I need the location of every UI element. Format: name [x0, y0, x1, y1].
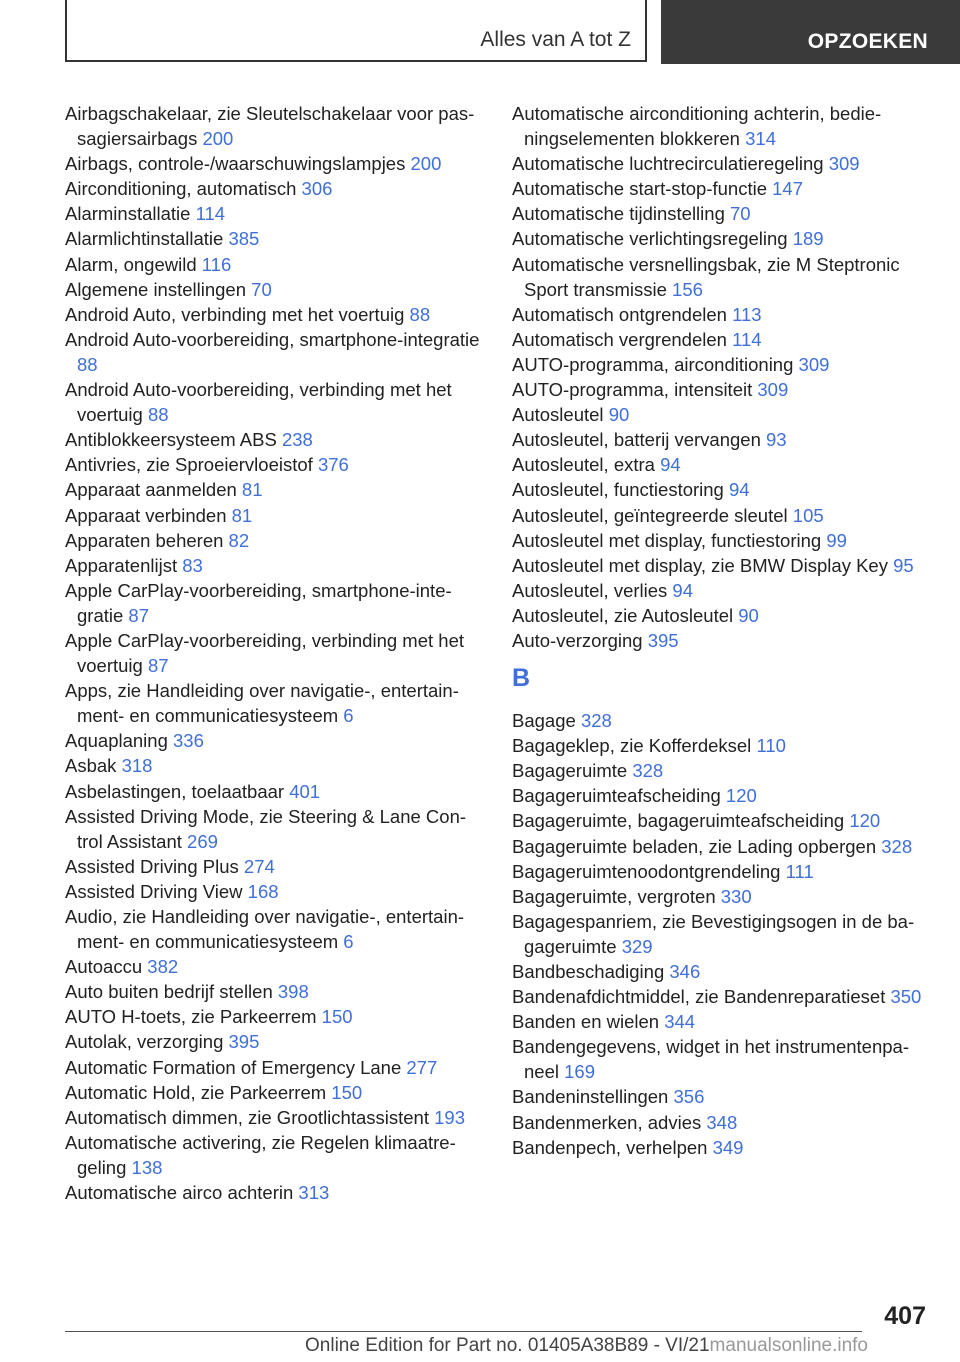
- index-entry: [65, 1080, 485, 1105]
- index-entry-text: Autosleutel, geïntegreerde sleutel: [512, 504, 788, 526]
- index-entry: [512, 758, 932, 783]
- section-title-box: [65, 0, 647, 62]
- page-link[interactable]: 114: [732, 328, 762, 350]
- page-link[interactable]: 309: [757, 379, 789, 401]
- index-entry-text: Autosleutel, batterij vervangen: [512, 429, 761, 451]
- index-entry-text: Automatic Formation of Emergency Lane: [65, 1056, 402, 1078]
- index-entry: [512, 176, 932, 201]
- index-entry-text: Bandenpech, verhelpen: [512, 1136, 708, 1158]
- index-entry: [512, 783, 932, 808]
- index-entry: [65, 1130, 485, 1180]
- page-link[interactable]: 313: [298, 1182, 330, 1204]
- index-entry: [512, 1084, 932, 1109]
- index-entry: [512, 477, 932, 502]
- page-link[interactable]: 401: [289, 780, 321, 802]
- index-entry: [512, 708, 932, 733]
- page-link[interactable]: 350: [890, 986, 922, 1008]
- index-entry-text: Automatische tijdinstelling: [512, 203, 725, 225]
- index-entry: [512, 834, 932, 859]
- index-entry-text: Android Auto-voorbereiding, verbinding met het voertuig: [65, 379, 452, 426]
- index-group-b: [512, 708, 932, 1160]
- index-entry-text: Bagageruimte beladen, zie Lading opbergen: [512, 835, 877, 857]
- page-link[interactable]: 398: [277, 981, 309, 1003]
- index-entry: [65, 979, 485, 1004]
- index-entry-text: Autolak, verzorging: [65, 1031, 224, 1053]
- index-entry-text: Airbags, controle-/waarschuwingslampjes: [65, 153, 406, 175]
- page-link[interactable]: 193: [434, 1106, 465, 1128]
- index-entry: [512, 201, 932, 226]
- page-link[interactable]: 111: [785, 860, 814, 882]
- index-entry: [65, 1180, 485, 1205]
- index-entry-text: Asbelastingen, toelaatbaar: [65, 780, 285, 802]
- page-number: 407: [884, 1302, 926, 1330]
- index-entry: [512, 101, 932, 151]
- page-link[interactable]: 90: [738, 604, 759, 626]
- index-entry: [65, 226, 485, 251]
- index-entry-text: Automatisch vergrendelen: [512, 328, 727, 350]
- index-entry: [512, 503, 932, 528]
- index-entry-text: Apparatenlijst: [65, 554, 178, 576]
- page-link[interactable]: 277: [406, 1056, 438, 1078]
- index-entry: [65, 678, 485, 728]
- page-link[interactable]: 87: [128, 604, 149, 626]
- page-link[interactable]: 382: [147, 956, 179, 978]
- index-entry-text: Algemene instellingen: [65, 278, 247, 300]
- index-entry: [65, 904, 485, 954]
- page-link[interactable]: 169: [564, 1061, 595, 1083]
- index-entry-text: Bagage: [512, 710, 576, 732]
- index-entry-text: Bandbeschadiging: [512, 961, 665, 982]
- index-entry-text: Android Auto, verbinding met het voertuig: [65, 303, 405, 325]
- page-link[interactable]: 200: [202, 128, 234, 150]
- page-link[interactable]: 6: [343, 705, 354, 727]
- index-entry-text: Autosleutel, extra: [512, 454, 655, 476]
- index-entry: [65, 452, 485, 477]
- page-link[interactable]: 274: [243, 855, 275, 877]
- index-entry-text: Bandenafdichtmiddel, zie Bandenreparatieset: [512, 986, 886, 1008]
- index-entry-text: Alarm, ongewild: [65, 253, 197, 275]
- page-link[interactable]: 87: [147, 655, 169, 677]
- index-entry-text: Antivries, zie Sproeiervloeistof: [65, 454, 313, 476]
- index-entry: [65, 327, 485, 377]
- index-entry-text: Automatisch dimmen, zie Grootlichtassistent: [65, 1106, 429, 1128]
- page-link[interactable]: 309: [798, 353, 830, 375]
- index-entry-text: Automatic Hold, zie Parkeerrem: [65, 1081, 327, 1103]
- page-link[interactable]: 314: [745, 128, 776, 150]
- index-entry: [512, 628, 932, 653]
- page-link[interactable]: 94: [729, 479, 750, 501]
- opzoeken-tab-label: OPZOEKEN: [807, 30, 928, 53]
- page-link[interactable]: 81: [241, 479, 263, 501]
- index-entry: [512, 808, 932, 833]
- index-entry: [65, 753, 485, 778]
- page-link[interactable]: 328: [580, 710, 612, 732]
- watermark-text: manualsonline.info: [709, 1335, 868, 1356]
- index-entry: [65, 628, 485, 678]
- index-entry-text: Assisted Driving Mode, zie Steering & Lane Control Assistant: [65, 805, 467, 852]
- page-link[interactable]: 269: [187, 830, 218, 852]
- index-entry: [512, 377, 932, 402]
- index-entry-text: Asbak: [65, 755, 117, 777]
- index-entry: [512, 352, 932, 377]
- index-entry: [65, 954, 485, 979]
- index-entry: [65, 302, 485, 327]
- index-entry: [512, 151, 932, 176]
- page-link[interactable]: 328: [881, 835, 913, 857]
- index-entry-text: Autosleutel met display, functiestoring: [512, 529, 822, 551]
- index-entry-text: Auto buiten bedrijf stellen: [65, 981, 273, 1003]
- index-entry: [65, 804, 485, 854]
- index-entry: [65, 151, 485, 176]
- section-letter-b: B: [512, 664, 531, 693]
- page-link[interactable]: 349: [712, 1136, 744, 1158]
- index-entry: [512, 302, 932, 327]
- index-entry: [512, 427, 932, 452]
- index-entry: [512, 327, 932, 352]
- edition-text: Online Edition for Part no. 01405A38B89 - VI/21: [305, 1335, 710, 1356]
- index-entry: [512, 959, 932, 984]
- opzoeken-tab[interactable]: [661, 0, 960, 64]
- page-link[interactable]: 99: [826, 529, 847, 551]
- page-link[interactable]: 395: [647, 629, 679, 651]
- index-entry: [65, 728, 485, 753]
- page-link[interactable]: 138: [131, 1156, 163, 1178]
- page-link[interactable]: 344: [664, 1011, 696, 1033]
- index-entry: [65, 277, 485, 302]
- index-entry: [512, 578, 932, 603]
- index-entry-text: Automatische verlichtingsregeling: [512, 228, 788, 250]
- index-entry: [65, 854, 485, 879]
- index-entry-text: Assisted Driving Plus: [65, 855, 239, 877]
- page-link[interactable]: 385: [228, 228, 260, 250]
- page-link[interactable]: 336: [173, 730, 204, 752]
- index-entry-text: Alarminstallatie: [65, 203, 191, 225]
- page-link[interactable]: 93: [766, 429, 787, 451]
- index-entry-text: Banden en wielen: [512, 1011, 660, 1033]
- index-entry-text: Autoaccu: [65, 956, 143, 978]
- page-link[interactable]: 356: [673, 1086, 705, 1108]
- page-link[interactable]: 346: [669, 961, 701, 982]
- index-entry: [65, 1105, 485, 1130]
- page-link[interactable]: 88: [147, 404, 169, 426]
- index-entry-text: Antiblokkeersysteem ABS: [65, 429, 277, 451]
- index-entry-text: Airbagschakelaar, zie Sleutelschakelaar voor passagiersairbags: [65, 103, 475, 150]
- index-entry-text: Autosleutel: [512, 404, 604, 426]
- page-link[interactable]: 114: [195, 203, 226, 225]
- index-entry-text: Bandengegevens, widget in het instrumentenpaneel: [512, 1036, 910, 1083]
- page-link[interactable]: 88: [409, 303, 431, 325]
- index-entry-text: Aquaplaning: [65, 730, 168, 752]
- page-link[interactable]: 105: [792, 504, 824, 526]
- page-link[interactable]: 200: [410, 153, 442, 175]
- page-link[interactable]: 113: [732, 303, 762, 325]
- index-entry-text: Apparaat aanmelden: [65, 479, 237, 501]
- index-entry: [65, 1029, 485, 1054]
- index-entry: [512, 226, 932, 251]
- index-entry: [512, 1135, 932, 1160]
- index-entry: [512, 733, 932, 758]
- index-entry: [512, 252, 932, 302]
- page-link[interactable]: 70: [730, 203, 751, 225]
- index-entry: [65, 553, 485, 578]
- index-entry: [65, 201, 485, 226]
- index-entry: [512, 984, 932, 1009]
- page-link[interactable]: 120: [849, 810, 881, 832]
- index-entry: [512, 1034, 932, 1084]
- index-entry: [65, 1004, 485, 1029]
- index-column-left: [65, 101, 485, 1205]
- page-link[interactable]: 395: [228, 1031, 260, 1053]
- footer-divider: [65, 1331, 862, 1332]
- page-link[interactable]: 6: [343, 931, 354, 953]
- index-entry: [65, 1055, 485, 1080]
- index-entry-text: Automatische versnellingsbak, zie M Steptronic Sport transmissie: [512, 253, 900, 300]
- index-entry: [65, 252, 485, 277]
- page-link[interactable]: 147: [772, 178, 804, 200]
- index-entry-text: AUTO H-toets, zie Parkeerrem: [65, 1006, 317, 1028]
- index-entry-text: Bagageruimte, bagageruimteafscheiding: [512, 810, 845, 832]
- page-link[interactable]: 110: [756, 735, 786, 757]
- page-link[interactable]: 70: [251, 278, 272, 300]
- index-entry: [512, 603, 932, 628]
- page-link[interactable]: 94: [660, 454, 681, 476]
- index-entry-text: Bagagespanriem, zie Bevestigingsogen in de bagageruimte: [512, 910, 915, 957]
- page-link[interactable]: 238: [281, 429, 313, 451]
- index-entry: [65, 377, 485, 427]
- index-entry: [512, 859, 932, 884]
- index-entry-text: AUTO-programma, intensiteit: [512, 379, 753, 401]
- index-entry-text: Apple CarPlay-voorbereiding, verbinding met het voertuig: [65, 629, 464, 677]
- page-link[interactable]: 168: [247, 880, 279, 902]
- index-entry-text: Automatische airco achterin: [65, 1182, 294, 1204]
- index-entry-text: Audio, zie Handleiding over navigatie-, entertainment- en communicatiesysteem: [65, 906, 465, 953]
- index-entry-text: Auto-verzorging: [512, 629, 643, 651]
- index-entry-text: Apparaten beheren: [65, 529, 224, 551]
- index-entry-text: Automatische activering, zie Regelen klimaatregeling: [65, 1131, 456, 1178]
- index-entry: [65, 578, 485, 628]
- page-link[interactable]: 348: [706, 1111, 738, 1133]
- page-link[interactable]: 329: [621, 935, 653, 957]
- page-link[interactable]: 81: [231, 504, 253, 526]
- index-entry-text: Automatische start-stop-functie: [512, 178, 767, 200]
- index-entry-text: Autosleutel, zie Autosleutel: [512, 604, 734, 626]
- page-link[interactable]: 116: [201, 253, 232, 275]
- page-link[interactable]: 95: [893, 554, 914, 576]
- index-entry-text: AUTO-programma, airconditioning: [512, 353, 794, 375]
- index-entry-text: Autosleutel, functiestoring: [512, 479, 724, 501]
- page-link[interactable]: 318: [121, 755, 153, 777]
- page-link[interactable]: 150: [321, 1006, 353, 1028]
- index-entry-text: Bandeninstellingen: [512, 1086, 669, 1108]
- index-entry-text: Assisted Driving View: [65, 880, 243, 902]
- page-link[interactable]: 88: [77, 353, 98, 375]
- index-entry: [512, 452, 932, 477]
- index-entry: [65, 427, 485, 452]
- index-entry: [65, 879, 485, 904]
- page-link[interactable]: 83: [182, 554, 203, 576]
- index-entry: [65, 101, 485, 151]
- page-link[interactable]: 150: [331, 1081, 363, 1103]
- index-entry-text: Airconditioning, automatisch: [65, 178, 297, 200]
- index-entry-text: Alarmlichtinstallatie: [65, 228, 224, 250]
- index-entry-text: Apps, zie Handleiding over navigatie-, entertainment- en communicatiesysteem: [65, 680, 459, 727]
- index-entry-text: Bagageruimteafscheiding: [512, 785, 721, 807]
- index-entry-text: Automatische luchtrecirculatieregeling: [512, 153, 824, 175]
- page-link[interactable]: 120: [725, 785, 757, 807]
- index-entry: [512, 909, 932, 959]
- index-entry: [65, 503, 485, 528]
- index-entry-text: Autosleutel, verlies: [512, 579, 668, 601]
- index-entry-text: Apple CarPlay-voorbereiding, smartphone-integratie: [65, 579, 452, 626]
- page-link[interactable]: 189: [792, 228, 824, 250]
- page-link[interactable]: 94: [672, 579, 693, 601]
- index-entry-text: Bagageklep, zie Kofferdeksel: [512, 735, 752, 757]
- page-link[interactable]: 306: [301, 178, 333, 200]
- index-entry: [512, 553, 932, 578]
- page-link[interactable]: 376: [317, 454, 349, 476]
- index-entry-text: Android Auto-voorbereiding, smartphone-integratie: [65, 328, 480, 350]
- page-link[interactable]: 90: [608, 404, 630, 426]
- index-entry-text: Bandenmerken, advies: [512, 1111, 702, 1133]
- page-link[interactable]: 82: [228, 529, 250, 551]
- index-entry-text: Bagageruimte: [512, 760, 628, 782]
- section-title: Alles van A tot Z: [480, 28, 631, 51]
- index-entry-text: Automatische airconditioning achterin, bedieningselementen blokkeren: [512, 103, 882, 150]
- index-entry: [512, 1009, 932, 1034]
- page-link[interactable]: 156: [672, 278, 703, 300]
- index-entry: [512, 1110, 932, 1135]
- index-entry-text: Apparaat verbinden: [65, 504, 227, 526]
- index-entry-text: Automatisch ontgrendelen: [512, 303, 727, 325]
- index-entry: [65, 528, 485, 553]
- index-entry: [512, 528, 932, 553]
- index-group-a: [512, 101, 932, 653]
- index-entry-text: Bagageruimte, vergroten: [512, 885, 716, 907]
- footer-edition: [305, 1335, 868, 1357]
- page-link[interactable]: 328: [632, 760, 664, 782]
- index-column-right: [512, 101, 932, 1160]
- page-header: [65, 0, 960, 64]
- page-link[interactable]: 330: [720, 885, 752, 907]
- index-entry-text: Autosleutel met display, zie BMW Display Key: [512, 554, 888, 576]
- page-link[interactable]: 309: [828, 153, 860, 175]
- index-entry-text: Bagageruimtenoodontgrendeling: [512, 860, 781, 882]
- index-entry: [65, 779, 485, 804]
- index-entry: [512, 884, 932, 909]
- index-entry: [65, 176, 485, 201]
- index-entry: [65, 477, 485, 502]
- index-entry: [512, 402, 932, 427]
